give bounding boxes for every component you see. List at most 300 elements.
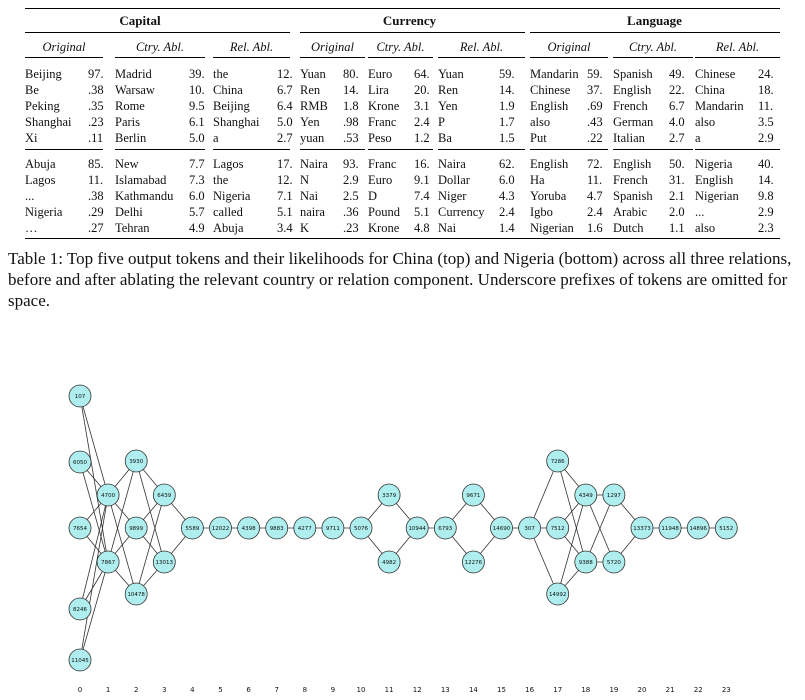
- table-cell-likelihood: 6.7: [669, 99, 685, 113]
- table-cell-token: Ren: [438, 83, 459, 97]
- table-cell-likelihood: 14.: [343, 83, 359, 97]
- table-cell-token: Currency: [438, 205, 485, 219]
- graph-node-label: 9883: [269, 526, 284, 532]
- group-header-language: Language: [627, 13, 682, 28]
- table-cell-likelihood: 2.9: [343, 173, 359, 187]
- table-cell-likelihood: 3.1: [414, 99, 430, 113]
- graph-node-3379: [378, 484, 400, 506]
- graph-node-label: 11045: [71, 658, 89, 664]
- table-cell-token: also: [695, 221, 716, 235]
- layer-label: 9: [330, 686, 336, 694]
- table-cell-likelihood: 6.4: [277, 99, 293, 113]
- graph-node-107: [69, 385, 91, 407]
- layer-label: 14: [468, 686, 478, 694]
- table-cell-token: K: [300, 221, 310, 235]
- graph-node-label: 10478: [127, 592, 145, 598]
- graph-node-7867: [97, 551, 119, 573]
- table-cell-likelihood: 6.0: [499, 173, 515, 187]
- layer-label: 13: [440, 686, 450, 694]
- graph-node-9671: [462, 484, 484, 506]
- layer-label: 10: [356, 686, 366, 694]
- table-cell-token: Mandarin: [695, 99, 744, 113]
- table-cell-token: Put: [530, 131, 547, 145]
- graph-node-9899: [125, 517, 147, 539]
- graph-node-14896: [687, 517, 709, 539]
- table-cell-likelihood: 1.1: [669, 221, 685, 235]
- group-header-capital: Capital: [119, 13, 161, 28]
- table-cell-likelihood: .22: [587, 131, 603, 145]
- table-cell-likelihood: 20.: [414, 83, 430, 97]
- layer-label: 12: [412, 686, 422, 694]
- section-rule: [438, 149, 525, 150]
- table-cell-likelihood: 2.1: [669, 189, 685, 203]
- table-cell-token: New: [115, 157, 139, 171]
- table-cell-likelihood: 5.1: [414, 205, 430, 219]
- graph-node-label: 4398: [241, 526, 256, 532]
- table-cell-token: ...: [695, 205, 705, 219]
- graph-node-10478: [125, 583, 147, 605]
- table-cell-token: Pound: [368, 205, 400, 219]
- graph-node-label: 10944: [408, 526, 426, 532]
- graph-node-11948: [659, 517, 681, 539]
- table-cell-token: Yuan: [438, 67, 464, 81]
- table-cell-token: Nigerian: [530, 221, 574, 235]
- table-cell-token: Beijing: [213, 99, 250, 113]
- table-cell-likelihood: .23: [88, 115, 104, 129]
- table-cell-likelihood: 1.9: [499, 99, 515, 113]
- table-cell-likelihood: 14.: [758, 173, 774, 187]
- table-cell-likelihood: 4.3: [499, 189, 515, 203]
- table-cell-token: called: [213, 205, 243, 219]
- graph-node-3930: [125, 450, 147, 472]
- table-cell-likelihood: .53: [343, 131, 359, 145]
- table-cell-token: Rome: [115, 99, 145, 113]
- sub-rule: [530, 57, 608, 58]
- layer-label: 15: [497, 686, 506, 694]
- subheader-capital-ctry: Ctry. Abl.: [135, 40, 185, 54]
- table-cell-likelihood: 12.: [277, 67, 293, 81]
- layer-label: 11: [384, 686, 394, 694]
- table-cell-token: Paris: [115, 115, 140, 129]
- table-cell-likelihood: .29: [88, 205, 104, 219]
- sub-rule: [25, 57, 103, 58]
- table-cell-likelihood: 3.4: [277, 221, 293, 235]
- table-cell-token: Franc: [368, 157, 397, 171]
- table-cell-token: Yoruba: [530, 189, 567, 203]
- table-cell-token: Islamabad: [115, 173, 167, 187]
- table-cell-token: Ba: [438, 131, 452, 145]
- graph-node-6050: [69, 451, 91, 473]
- table-cell-likelihood: 17.: [277, 157, 293, 171]
- graph-node-1297: [603, 484, 625, 506]
- table-top-rule: [25, 8, 780, 9]
- table-cell-likelihood: .98: [343, 115, 359, 129]
- table-cell-likelihood: 62.: [499, 157, 515, 171]
- graph-node-307: [519, 517, 541, 539]
- table-cell-likelihood: 2.7: [277, 131, 293, 145]
- table-cell-token: Igbo: [530, 205, 553, 219]
- graph-node-12276: [462, 551, 484, 573]
- table-cell-likelihood: 18.: [758, 83, 774, 97]
- table-cell-token: Chinese: [695, 67, 736, 81]
- table-cell-token: Nigeria: [213, 189, 251, 203]
- graph-node-label: 5076: [354, 526, 368, 532]
- graph-node-label: 14992: [548, 592, 567, 598]
- layer-label: 8: [302, 686, 308, 694]
- layer-label: 20: [637, 686, 647, 694]
- table-cell-likelihood: 11.: [88, 173, 104, 187]
- graph-node-label: 7286: [550, 459, 565, 465]
- graph-node-label: 5720: [606, 560, 621, 566]
- table-cell-token: Be: [25, 83, 39, 97]
- graph-node-label: 3379: [382, 493, 397, 499]
- table-cell-token: Nigerian: [695, 189, 739, 203]
- table-cell-token: Berlin: [115, 131, 147, 145]
- table-cell-likelihood: 11.: [587, 173, 603, 187]
- table-cell-likelihood: .38: [88, 189, 104, 203]
- graph-node-label: 7654: [73, 526, 87, 532]
- section-rule: [25, 149, 103, 150]
- table-cell-token: Chinese: [530, 83, 571, 97]
- table-cell-likelihood: 39.: [189, 67, 205, 81]
- graph-node-label: 6050: [73, 460, 87, 466]
- layer-label: 0: [77, 686, 83, 694]
- table-cell-token: French: [613, 173, 648, 187]
- table-cell-likelihood: 10.: [189, 83, 205, 97]
- layer-label: 3: [162, 686, 167, 694]
- circuit-graph: [0, 350, 805, 700]
- table-cell-token: China: [213, 83, 243, 97]
- table-cell-likelihood: 31.: [669, 173, 685, 187]
- table-cell-likelihood: .11: [88, 131, 104, 145]
- table-cell-token: Yen: [300, 115, 320, 129]
- table-cell-token: Warsaw: [115, 83, 155, 97]
- table-cell-token: Beijing: [25, 67, 62, 81]
- table-cell-likelihood: 5.1: [277, 205, 293, 219]
- graph-node-5589: [181, 517, 203, 539]
- subheader-language-original: Original: [547, 40, 591, 54]
- table-cell-token: Krone: [368, 99, 400, 113]
- table-cell-likelihood: 2.4: [587, 205, 603, 219]
- table-cell-likelihood: 5.0: [189, 131, 205, 145]
- graph-node-5152: [715, 517, 737, 539]
- table-cell-token: naira: [300, 205, 325, 219]
- table-cell-likelihood: 50.: [669, 157, 685, 171]
- group-header-currency: Currency: [382, 13, 437, 28]
- table-cell-token: ...: [25, 189, 35, 203]
- table-cell-likelihood: 2.5: [343, 189, 359, 203]
- sub-rule: [613, 57, 693, 58]
- graph-edge: [558, 495, 586, 594]
- graph-node-4982: [378, 551, 400, 573]
- table-cell-likelihood: 9.1: [414, 173, 430, 187]
- graph-node-label: 307: [524, 526, 535, 532]
- graph-node-9883: [266, 517, 288, 539]
- subheader-currency-original: Original: [310, 40, 355, 54]
- table-cell-token: Lagos: [25, 173, 56, 187]
- table-cell-likelihood: 1.2: [414, 131, 430, 145]
- layer-label: 22: [693, 686, 703, 694]
- table-cell-likelihood: 1.4: [499, 221, 515, 235]
- table-cell-likelihood: 4.0: [669, 115, 685, 129]
- table-cell-likelihood: 59.: [587, 67, 603, 81]
- table-cell-token: Lira: [368, 83, 389, 97]
- table-cell-token: Abuja: [25, 157, 56, 171]
- graph-node-label: 9899: [129, 526, 144, 532]
- table-bottom-rule: [25, 238, 780, 239]
- table-cell-likelihood: 7.3: [189, 173, 205, 187]
- graph-node-label: 5152: [719, 526, 734, 532]
- table-cell-likelihood: 64.: [414, 67, 430, 81]
- layer-label: 1: [105, 686, 111, 694]
- layer-label: 6: [246, 686, 251, 694]
- table-cell-likelihood: 4.7: [587, 189, 603, 203]
- table-cell-likelihood: 1.8: [343, 99, 359, 113]
- table-cell-likelihood: 7.7: [189, 157, 205, 171]
- table-cell-token: Krone: [368, 221, 400, 235]
- table-cell-token: English: [613, 83, 652, 97]
- graph-node-6793: [434, 517, 456, 539]
- graph-node-9711: [322, 517, 344, 539]
- graph-node-6439: [153, 484, 175, 506]
- graph-node-label: 1297: [606, 493, 621, 499]
- table-cell-likelihood: 1.5: [499, 131, 515, 145]
- table-cell-likelihood: 7.4: [414, 189, 430, 203]
- group-rule-language: [530, 32, 780, 33]
- graph-node-7512: [547, 517, 569, 539]
- section-rule: [530, 149, 608, 150]
- graph-edges: [80, 396, 726, 660]
- table-cell-likelihood: 3.5: [758, 115, 774, 129]
- group-rule-capital: [25, 32, 290, 33]
- table-cell-likelihood: 14.: [499, 83, 515, 97]
- sub-rule: [695, 57, 780, 58]
- table-cell-token: also: [695, 115, 716, 129]
- group-rule-currency: [300, 32, 525, 33]
- table-cell-likelihood: 6.1: [189, 115, 205, 129]
- table-cell-likelihood: 49.: [669, 67, 685, 81]
- table-cell-token: Naira: [438, 157, 466, 171]
- graph-nodes: [69, 385, 737, 671]
- table-cell-likelihood: .35: [88, 99, 104, 113]
- graph-node-label: 14690: [492, 526, 511, 532]
- graph-node-label: 6793: [438, 526, 453, 532]
- subheader-currency-rel: Rel. Abl.: [459, 40, 504, 54]
- section-rule: [368, 149, 433, 150]
- table-cell-likelihood: 12.: [277, 173, 293, 187]
- table-cell-token: English: [613, 157, 652, 171]
- graph-node-label: 12022: [211, 526, 230, 532]
- table-cell-token: China: [695, 83, 725, 97]
- table-cell-token: Shanghai: [213, 115, 260, 129]
- graph-node-7286: [547, 450, 569, 472]
- graph-node-5076: [350, 517, 372, 539]
- graph-node-label: 12276: [464, 560, 483, 566]
- layer-label: 23: [721, 686, 731, 694]
- graph-node-label: 11948: [661, 526, 679, 532]
- graph-node-label: 8246: [73, 607, 87, 613]
- table-cell-token: a: [695, 131, 701, 145]
- section-rule: [613, 149, 693, 150]
- graph-node-5720: [603, 551, 625, 573]
- table-cell-likelihood: 5.0: [277, 115, 293, 129]
- sub-rule: [438, 57, 525, 58]
- table-cell-token: Spanish: [613, 189, 653, 203]
- table-cell-token: Kathmandu: [115, 189, 174, 203]
- subheader-currency-ctry: Ctry. Abl.: [376, 40, 425, 54]
- table-cell-likelihood: .36: [343, 205, 359, 219]
- table-cell-token: German: [613, 115, 654, 129]
- sub-rule: [213, 57, 290, 58]
- table-cell-likelihood: 2.3: [758, 221, 774, 235]
- table-cell-token: N: [300, 173, 310, 187]
- table-cell-token: French: [613, 99, 648, 113]
- table-cell-likelihood: 2.9: [758, 131, 774, 145]
- table-cell-likelihood: 5.7: [189, 205, 205, 219]
- table-cell-token: D: [368, 189, 378, 203]
- table-cell-likelihood: 4.9: [189, 221, 205, 235]
- table-cell-token: …: [25, 221, 38, 235]
- graph-node-label: 13373: [633, 526, 651, 532]
- table-cell-token: Yuan: [300, 67, 326, 81]
- graph-edge: [136, 495, 164, 594]
- table-cell-likelihood: 2.4: [499, 205, 515, 219]
- table-cell-likelihood: .43: [587, 115, 603, 129]
- subheader-capital-original: Original: [42, 40, 86, 54]
- layer-label: 4: [190, 686, 195, 694]
- table-cell-token: Niger: [438, 189, 467, 203]
- table-cell-token: Dutch: [613, 221, 644, 235]
- table-cell-likelihood: 2.7: [669, 131, 685, 145]
- graph-node-4700: [97, 484, 119, 506]
- graph-node-label: 4277: [297, 526, 312, 532]
- graph-node-13373: [631, 517, 653, 539]
- table-cell-likelihood: 2.4: [414, 115, 430, 129]
- graph-node-label: 7867: [101, 560, 116, 566]
- table-cell-token: yuan: [300, 131, 325, 145]
- layer-label: 19: [609, 686, 619, 694]
- table-cell-likelihood: .27: [88, 221, 104, 235]
- table-cell-token: Peking: [25, 99, 60, 113]
- table-cell-token: Ha: [530, 173, 545, 187]
- table-cell-token: Abuja: [213, 221, 244, 235]
- sub-rule: [115, 57, 205, 58]
- table-cell-token: Spanish: [613, 67, 653, 81]
- table-cell-token: Madrid: [115, 67, 152, 81]
- graph-node-14690: [491, 517, 513, 539]
- layer-label: 7: [274, 686, 279, 694]
- graph-node-4349: [575, 484, 597, 506]
- table-cell-likelihood: .23: [343, 221, 359, 235]
- table-cell-token: Euro: [368, 173, 393, 187]
- graph-node-13013: [153, 551, 175, 573]
- section-rule: [695, 149, 780, 150]
- graph-node-11045: [69, 649, 91, 671]
- table-cell-token: Peso: [368, 131, 392, 145]
- table-cell-token: a: [213, 131, 219, 145]
- layer-label: 17: [553, 686, 563, 694]
- table-cell-token: the: [213, 173, 229, 187]
- table-cell-likelihood: 85.: [88, 157, 104, 171]
- table-cell-token: P: [438, 115, 445, 129]
- table-cell-token: Nigeria: [695, 157, 733, 171]
- table-cell-token: Franc: [368, 115, 397, 129]
- table-cell-token: Delhi: [115, 205, 143, 219]
- table-cell-likelihood: 2.9: [758, 205, 774, 219]
- table-cell-likelihood: 59.: [499, 67, 515, 81]
- table-cell-token: English: [695, 173, 734, 187]
- table-cell-likelihood: 97.: [88, 67, 104, 81]
- graph-node-label: 13013: [155, 560, 174, 566]
- table-cell-likelihood: 80.: [343, 67, 359, 81]
- subheader-capital-rel: Rel. Abl.: [229, 40, 274, 54]
- graph-node-label: 4982: [382, 560, 397, 566]
- graph-node-label: 6439: [157, 493, 172, 499]
- graph-node-12022: [210, 517, 232, 539]
- subheader-language-ctry: Ctry. Abl.: [628, 40, 678, 54]
- graph-node-label: 9388: [578, 560, 593, 566]
- table-cell-likelihood: 1.6: [587, 221, 603, 235]
- table-cell-likelihood: 2.0: [669, 205, 685, 219]
- layer-label: 21: [665, 686, 675, 694]
- graph-node-7654: [69, 517, 91, 539]
- table-cell-likelihood: 7.1: [277, 189, 293, 203]
- table-cell-token: Nai: [438, 221, 457, 235]
- graph-node-9388: [575, 551, 597, 573]
- table-cell-likelihood: 4.8: [414, 221, 430, 235]
- graph-node-label: 4349: [578, 493, 593, 499]
- graph-node-10944: [406, 517, 428, 539]
- table-cell-token: Lagos: [213, 157, 244, 171]
- table-cell-token: the: [213, 67, 229, 81]
- table-cell-likelihood: 37.: [587, 83, 603, 97]
- table-cell-likelihood: 6.0: [189, 189, 205, 203]
- table-cell-likelihood: 16.: [414, 157, 430, 171]
- table-cell-likelihood: 9.5: [189, 99, 205, 113]
- table-cell-token: Italian: [613, 131, 645, 145]
- sub-rule: [300, 57, 365, 58]
- graph-node-label: 5589: [185, 526, 200, 532]
- layer-label: 18: [581, 686, 591, 694]
- sub-rule: [368, 57, 433, 58]
- table-cell-likelihood: .38: [88, 83, 104, 97]
- table-cell-token: English: [530, 99, 569, 113]
- graph-node-label: 7512: [550, 526, 565, 532]
- graph-node-4277: [294, 517, 316, 539]
- layer-label: 2: [133, 686, 139, 694]
- table-cell-likelihood: 9.8: [758, 189, 774, 203]
- graph-node-label: 4700: [101, 493, 116, 499]
- table-cell-likelihood: 1.7: [499, 115, 515, 129]
- graph-node-label: 9671: [466, 493, 481, 499]
- table-cell-token: Ren: [300, 83, 321, 97]
- graph-node-4398: [238, 517, 260, 539]
- table-cell-token: also: [530, 115, 551, 129]
- graph-node-label: 107: [74, 394, 86, 400]
- table-cell-likelihood: 93.: [343, 157, 359, 171]
- table-cell-token: Xi: [25, 131, 38, 145]
- table-cell-token: Nai: [300, 189, 319, 203]
- table-caption: Table 1: Top five output tokens and their likelihoods for China (top) and Nigeria (bottom) across all three relations, before and after ablating the relevant country or relation component. Underscore prefixes of tokens are omitted for space.: [8, 249, 792, 310]
- layer-axis-labels: [78, 686, 731, 694]
- table-cell-likelihood: 40.: [758, 157, 774, 171]
- layer-label: 5: [218, 686, 223, 694]
- graph-node-label: 3930: [129, 459, 144, 465]
- table-cell-token: Shanghai: [25, 115, 72, 129]
- graph-node-label: 14896: [689, 526, 707, 532]
- table-cell-likelihood: 24.: [758, 67, 774, 81]
- section-rule: [300, 149, 365, 150]
